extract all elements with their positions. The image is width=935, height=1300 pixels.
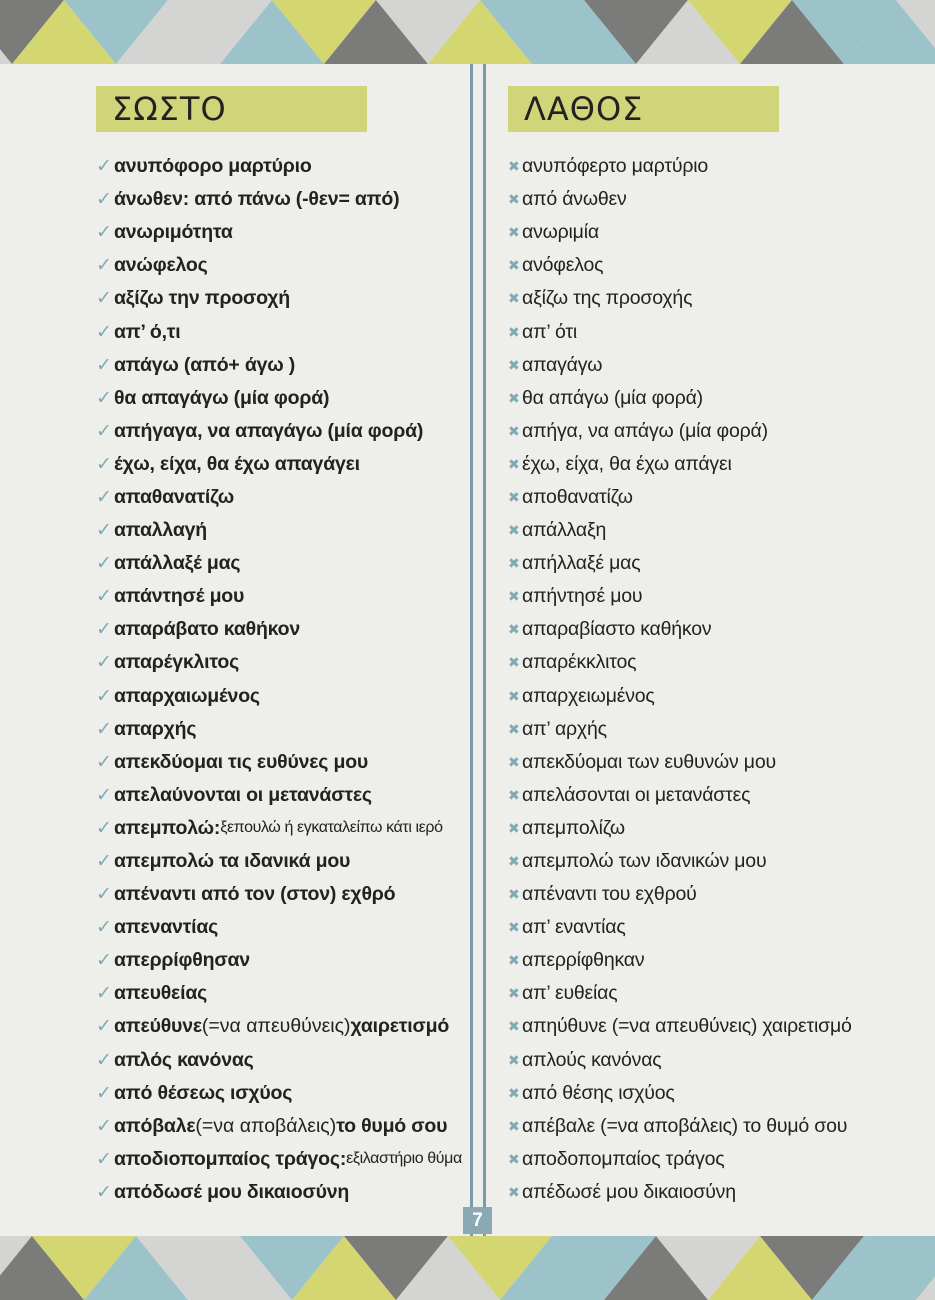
- wrong-text: απήλλαξέ μας: [522, 552, 641, 575]
- wrong-list-item: [508, 713, 852, 746]
- check-icon: ✓: [96, 553, 112, 575]
- cross-icon: ✖: [508, 952, 520, 969]
- correct-text: απεύθυνε: [114, 1015, 202, 1038]
- wrong-list-item: [508, 1176, 852, 1209]
- correct-text: ανυπόφορο μαρτύριο: [114, 155, 312, 178]
- correct-text: απερρίφθησαν: [114, 949, 250, 972]
- wrong-list-item: [508, 1010, 852, 1043]
- correct-list-item: [96, 680, 462, 713]
- cross-icon: ✖: [508, 1183, 520, 1200]
- wrong-list-item: [508, 845, 852, 878]
- correct-list-item: [96, 580, 462, 613]
- wrong-list-item: [508, 878, 852, 911]
- wrong-text: απεμπολώ των ιδανικών μου: [522, 850, 767, 873]
- wrong-column: [508, 86, 928, 1203]
- wrong-list-item: [508, 911, 852, 944]
- check-icon: ✓: [96, 1049, 112, 1071]
- correct-list-item: [96, 878, 462, 911]
- wrong-list-item: [508, 448, 852, 481]
- wrong-heading: ΛΑΘΟΣ: [508, 86, 779, 132]
- wrong-text: απηύθυνε (=να απευθύνεις) χαιρετισμό: [522, 1015, 852, 1038]
- wrong-list-item: [508, 415, 852, 448]
- cross-icon: ✖: [508, 422, 520, 439]
- wrong-text: απελάσονται οι μετανάστες: [522, 783, 751, 806]
- cross-icon: ✖: [508, 257, 520, 274]
- correct-list-item: [96, 216, 462, 249]
- correct-list-item: [96, 547, 462, 580]
- correct-note: (=να αποβάλεις): [195, 1114, 337, 1137]
- cross-icon: ✖: [508, 720, 520, 737]
- correct-text: από θέσεως ισχύος: [114, 1081, 293, 1104]
- cross-icon: ✖: [508, 389, 520, 406]
- check-icon: ✓: [96, 1148, 112, 1170]
- check-icon: ✓: [96, 387, 112, 409]
- wrong-list-item: [508, 812, 852, 845]
- triangle-pattern: [0, 1236, 935, 1300]
- cross-icon: ✖: [508, 455, 520, 472]
- correct-text: απάγω (από+ άγω ): [114, 353, 296, 376]
- wrong-list-item: [508, 1110, 852, 1143]
- divider-line: [483, 64, 486, 1236]
- cross-icon: ✖: [508, 290, 520, 307]
- wrong-text: αποδοπομπαίος τράγος: [522, 1147, 725, 1170]
- correct-text: χαιρετισμό: [350, 1015, 450, 1038]
- correct-text: απήγαγα, να απαγάγω (μία φορά): [114, 419, 424, 442]
- check-icon: ✓: [96, 321, 112, 343]
- wrong-text: αποθανατίζω: [522, 485, 633, 508]
- wrong-text: απλούς κανόνας: [522, 1048, 662, 1071]
- correct-list-item: [96, 249, 462, 282]
- correct-text: απεμπολώ τα ιδανικά μου: [114, 850, 351, 873]
- cross-icon: ✖: [508, 224, 520, 241]
- wrong-text: απήγα, να απάγω (μία φορά): [522, 419, 768, 442]
- cross-icon: ✖: [508, 919, 520, 936]
- check-icon: ✓: [96, 189, 112, 211]
- cross-icon: ✖: [508, 1117, 520, 1134]
- correct-list-item: [96, 746, 462, 779]
- correct-list-item: [96, 282, 462, 315]
- cross-icon: ✖: [508, 158, 520, 175]
- correct-list-item: [96, 845, 462, 878]
- wrong-list-item: [508, 680, 852, 713]
- correct-text: ανωριμότητα: [114, 221, 233, 244]
- correct-list-item: [96, 713, 462, 746]
- correct-list-item: [96, 481, 462, 514]
- check-icon: ✓: [96, 817, 112, 839]
- correct-list-item: [96, 977, 462, 1010]
- cross-icon: ✖: [508, 853, 520, 870]
- top-decorative-band: [0, 0, 935, 64]
- wrong-text: απ’ ευθείας: [522, 982, 618, 1005]
- correct-list-item: [96, 1143, 462, 1176]
- wrong-text: απέδωσέ μου δικαιοσύνη: [522, 1180, 736, 1203]
- cross-icon: ✖: [508, 555, 520, 572]
- cross-icon: ✖: [508, 588, 520, 605]
- correct-heading: ΣΩΣΤΟ: [96, 86, 367, 132]
- correct-list-item: [96, 315, 462, 348]
- cross-icon: ✖: [508, 753, 520, 770]
- wrong-list-item: [508, 382, 852, 415]
- triangle-pattern: [0, 0, 935, 64]
- cross-icon: ✖: [508, 191, 520, 208]
- cross-icon: ✖: [508, 1150, 520, 1167]
- correct-list-item: [96, 349, 462, 382]
- correct-list-item: [96, 944, 462, 977]
- wrong-list-item: [508, 580, 852, 613]
- correct-text: απεμπολώ:: [114, 816, 221, 839]
- correct-list-item: [96, 1176, 462, 1209]
- correct-text: απευθείας: [114, 982, 208, 1005]
- correct-text: απεναντίας: [114, 916, 219, 939]
- wrong-text: έχω, είχα, θα έχω απάγει: [522, 452, 732, 475]
- wrong-text: απεμπολίζω: [522, 816, 625, 839]
- check-icon: ✓: [96, 354, 112, 376]
- correct-list-item: [96, 646, 462, 679]
- wrong-list-item: [508, 547, 852, 580]
- wrong-text: απεκδύομαι των ευθυνών μου: [522, 750, 776, 773]
- wrong-list-item: [508, 216, 852, 249]
- wrong-text: από θέσης ισχύος: [522, 1081, 675, 1104]
- correct-text: αξίζω την προσοχή: [114, 287, 290, 310]
- wrong-list-item: [508, 1044, 852, 1077]
- check-icon: ✓: [96, 1115, 112, 1137]
- correct-text: απλός κανόνας: [114, 1048, 254, 1071]
- check-icon: ✓: [96, 619, 112, 641]
- correct-text: έχω, είχα, θα έχω απαγάγει: [114, 452, 360, 475]
- correct-list-item: [96, 514, 462, 547]
- correct-text: απόβαλε: [114, 1114, 196, 1137]
- correct-text: άνωθεν: από πάνω (-θεν= από): [114, 188, 400, 211]
- cross-icon: ✖: [508, 687, 520, 704]
- wrong-text: από άνωθεν: [522, 188, 627, 211]
- cross-icon: ✖: [508, 985, 520, 1002]
- wrong-list: [508, 150, 852, 1209]
- wrong-text: απαρέκκλιτος: [522, 651, 637, 674]
- cross-icon: ✖: [508, 1018, 520, 1035]
- correct-text: απεκδύομαι τις ευθύνες μου: [114, 750, 369, 773]
- correct-list-item: [96, 911, 462, 944]
- check-icon: ✓: [96, 453, 112, 475]
- wrong-list-item: [508, 779, 852, 812]
- wrong-list-item: [508, 1143, 852, 1176]
- wrong-text: απέβαλε (=να αποβάλεις) το θυμό σου: [522, 1114, 848, 1137]
- check-icon: ✓: [96, 950, 112, 972]
- cross-icon: ✖: [508, 886, 520, 903]
- correct-list-item: [96, 613, 462, 646]
- correct-text: απάλλαξέ μας: [114, 552, 241, 575]
- wrong-text: απαγάγω: [522, 353, 603, 376]
- check-icon: ✓: [96, 255, 112, 277]
- column-divider: [468, 64, 488, 1236]
- correct-text: απέναντι από τον (στον) εχθρό: [114, 883, 396, 906]
- wrong-list-item: [508, 514, 852, 547]
- wrong-list-item: [508, 249, 852, 282]
- check-icon: ✓: [96, 486, 112, 508]
- check-icon: ✓: [96, 917, 112, 939]
- wrong-text: απέναντι του εχθρού: [522, 883, 697, 906]
- check-icon: ✓: [96, 586, 112, 608]
- correct-text: το θυμό σου: [336, 1114, 448, 1137]
- correct-text: θα απαγάγω (μία φορά): [114, 386, 330, 409]
- cross-icon: ✖: [508, 488, 520, 505]
- check-icon: ✓: [96, 420, 112, 442]
- correct-list-item: [96, 1044, 462, 1077]
- bottom-decorative-band: [0, 1236, 935, 1300]
- correct-text: ανώφελος: [114, 254, 208, 277]
- correct-text: απ’ ό,τι: [114, 320, 181, 343]
- cross-icon: ✖: [508, 323, 520, 340]
- divider-line: [470, 64, 473, 1236]
- wrong-text: ανυπόφερτο μαρτύριο: [522, 155, 708, 178]
- page-number: 7: [463, 1207, 492, 1234]
- correct-text: απαράβατο καθήκον: [114, 618, 301, 641]
- cross-icon: ✖: [508, 1084, 520, 1101]
- check-icon: ✓: [96, 222, 112, 244]
- wrong-list-item: [508, 646, 852, 679]
- check-icon: ✓: [96, 652, 112, 674]
- wrong-list-item: [508, 282, 852, 315]
- cross-icon: ✖: [508, 786, 520, 803]
- wrong-text: απήντησέ μου: [522, 585, 643, 608]
- correct-list: [96, 150, 462, 1209]
- check-icon: ✓: [96, 718, 112, 740]
- correct-list-item: [96, 382, 462, 415]
- correct-list-item: [96, 812, 462, 845]
- wrong-list-item: [508, 481, 852, 514]
- check-icon: ✓: [96, 156, 112, 178]
- correct-text: απελαύνονται οι μετανάστες: [114, 783, 372, 806]
- correct-list-item: [96, 150, 462, 183]
- wrong-list-item: [508, 150, 852, 183]
- cross-icon: ✖: [508, 356, 520, 373]
- wrong-text: απάλλαξη: [522, 519, 607, 542]
- correct-text: απάντησέ μου: [114, 585, 245, 608]
- correct-list-item: [96, 779, 462, 812]
- check-icon: ✓: [96, 1082, 112, 1104]
- wrong-text: αξίζω της προσοχής: [522, 287, 693, 310]
- wrong-text: απερρίφθηκαν: [522, 949, 645, 972]
- wrong-list-item: [508, 183, 852, 216]
- wrong-list-item: [508, 349, 852, 382]
- correct-text: απαθανατίζω: [114, 485, 234, 508]
- cross-icon: ✖: [508, 654, 520, 671]
- correct-list-item: [96, 415, 462, 448]
- wrong-text: απαρχειωμένος: [522, 684, 655, 707]
- correct-list-item: [96, 1010, 462, 1043]
- wrong-list-item: [508, 613, 852, 646]
- correct-text: απαρχαιωμένος: [114, 684, 260, 707]
- correct-column: [96, 86, 468, 1203]
- wrong-text: απ’ αρχής: [522, 717, 607, 740]
- correct-list-item: [96, 1077, 462, 1110]
- correct-definition: εξιλαστήριο θύμα: [346, 1150, 462, 1168]
- check-icon: ✓: [96, 784, 112, 806]
- wrong-list-item: [508, 1077, 852, 1110]
- correct-text: απαρέγκλιτος: [114, 651, 240, 674]
- cross-icon: ✖: [508, 1051, 520, 1068]
- check-icon: ✓: [96, 1016, 112, 1038]
- correct-note: (=να απευθύνεις): [201, 1015, 351, 1038]
- wrong-list-item: [508, 944, 852, 977]
- wrong-text: απ’ ότι: [522, 320, 577, 343]
- correct-text: απαρχής: [114, 717, 197, 740]
- cross-icon: ✖: [508, 621, 520, 638]
- cross-icon: ✖: [508, 819, 520, 836]
- wrong-list-item: [508, 746, 852, 779]
- check-icon: ✓: [96, 884, 112, 906]
- wrong-list-item: [508, 977, 852, 1010]
- check-icon: ✓: [96, 851, 112, 873]
- correct-text: αποδιοπομπαίος τράγος:: [114, 1147, 347, 1170]
- check-icon: ✓: [96, 288, 112, 310]
- wrong-text: απαραβίαστο καθήκον: [522, 618, 712, 641]
- check-icon: ✓: [96, 1181, 112, 1203]
- wrong-text: θα απάγω (μία φορά): [522, 386, 703, 409]
- wrong-list-item: [508, 315, 852, 348]
- correct-text: απαλλαγή: [114, 519, 207, 542]
- correct-list-item: [96, 183, 462, 216]
- correct-list-item: [96, 1110, 462, 1143]
- correct-definition: ξεπουλώ ή εγκαταλείπω κάτι ιερό: [220, 819, 443, 837]
- check-icon: ✓: [96, 983, 112, 1005]
- check-icon: ✓: [96, 520, 112, 542]
- wrong-text: απ’ εναντίας: [522, 916, 626, 939]
- correct-list-item: [96, 448, 462, 481]
- check-icon: ✓: [96, 685, 112, 707]
- wrong-text: ανόφελος: [522, 254, 604, 277]
- correct-text: απόδωσέ μου δικαιοσύνη: [114, 1180, 350, 1203]
- wrong-text: ανωριμία: [522, 221, 599, 244]
- cross-icon: ✖: [508, 522, 520, 539]
- check-icon: ✓: [96, 751, 112, 773]
